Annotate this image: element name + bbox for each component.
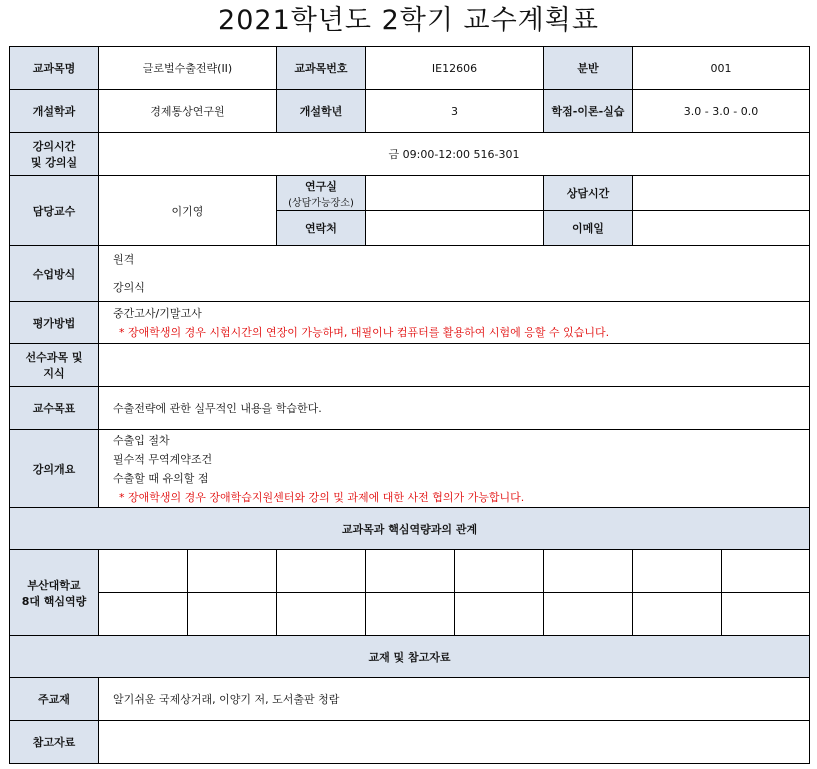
competency-row-1 bbox=[10, 550, 810, 593]
credits-label: 학점-이론-실습 bbox=[544, 90, 633, 133]
evaluation-note: * 장애학생의 경우 시험시간의 연장이 가능하며, 대필이나 컴퓨터를 활용하여 시험에 응할 수 있습니다. bbox=[119, 325, 610, 339]
method-line-2: 강의식 bbox=[113, 281, 145, 294]
reference-row bbox=[10, 721, 810, 764]
materials-section-title: 교재 및 참고자료 bbox=[10, 636, 810, 678]
competency-cell bbox=[633, 550, 722, 593]
competency-cell bbox=[544, 593, 633, 636]
competency-cell bbox=[366, 593, 455, 636]
section-value: 001 bbox=[633, 47, 810, 90]
competency-label-line1: 부산대학교 bbox=[27, 578, 81, 592]
email-label: 이메일 bbox=[544, 211, 633, 246]
evaluation-value bbox=[99, 302, 810, 344]
lecture-time-value: 금 09:00-12:00 516-301 bbox=[99, 133, 810, 176]
prerequisite-label-line2: 지식 bbox=[43, 367, 65, 380]
overview-label: 강의개요 bbox=[10, 430, 99, 508]
lecture-time-label bbox=[10, 133, 99, 176]
competency-cell bbox=[722, 550, 810, 593]
objective-value: 수출전략에 관한 실무적인 내용을 학습한다. bbox=[99, 387, 810, 430]
competency-cell bbox=[722, 593, 810, 636]
course-name-value: 글로벌수출전략(II) bbox=[99, 47, 277, 90]
competency-cell bbox=[455, 550, 544, 593]
competency-cell bbox=[188, 593, 277, 636]
year-label: 개설학년 bbox=[277, 90, 366, 133]
main-textbook-value: 알기쉬운 국제상거래, 이양기 저, 도서출판 청람 bbox=[99, 678, 810, 721]
competency-cell bbox=[99, 550, 188, 593]
office-label-sub: (상담가능장소) bbox=[288, 197, 354, 209]
method-label: 수업방식 bbox=[10, 246, 99, 302]
office-label-main: 연구실 bbox=[305, 179, 337, 193]
course-name-row bbox=[10, 47, 810, 90]
email-value bbox=[633, 211, 810, 246]
overview-row bbox=[10, 430, 810, 508]
objective-label: 교수목표 bbox=[10, 387, 99, 430]
competency-cell bbox=[277, 550, 366, 593]
office-hours-label: 상담시간 bbox=[544, 176, 633, 211]
competency-cell bbox=[99, 593, 188, 636]
reference-value bbox=[99, 721, 810, 764]
prerequisite-value bbox=[99, 344, 810, 387]
prerequisite-label-line1: 선수과목 및 bbox=[25, 351, 83, 364]
materials-header-row bbox=[10, 636, 810, 678]
competency-cell bbox=[188, 550, 277, 593]
office-label bbox=[277, 176, 366, 211]
method-line-1: 원격 bbox=[113, 253, 135, 266]
competency-row-2 bbox=[10, 593, 810, 636]
competency-section-title: 교과목과 핵심역량과의 관계 bbox=[10, 508, 810, 550]
competency-label bbox=[10, 550, 99, 636]
department-label: 개설학과 bbox=[10, 90, 99, 133]
method-row bbox=[10, 246, 810, 302]
evaluation-label: 평가방법 bbox=[10, 302, 99, 344]
competency-cell bbox=[544, 550, 633, 593]
course-code-label: 교과목번호 bbox=[277, 47, 366, 90]
lecture-time-label-line1: 강의시간 bbox=[32, 140, 76, 153]
competency-label-line2: 8대 핵심역량 bbox=[21, 594, 87, 608]
evaluation-row bbox=[10, 302, 810, 344]
reference-label: 참고자료 bbox=[10, 721, 99, 764]
overview-line-1: 수출입 절차 bbox=[113, 433, 170, 447]
course-name-label: 교과목명 bbox=[10, 47, 99, 90]
contact-label: 연락처 bbox=[277, 211, 366, 246]
overview-line-3: 수출할 때 유의할 점 bbox=[113, 471, 209, 485]
page-title: 2021학년도 2학기 교수계획표 bbox=[218, 5, 599, 36]
overview-value bbox=[99, 430, 810, 508]
lecture-time-label-line2: 및 강의실 bbox=[30, 156, 78, 169]
credits-value: 3.0 - 3.0 - 0.0 bbox=[633, 90, 810, 133]
lecture-time-row bbox=[10, 133, 810, 176]
prerequisite-label bbox=[10, 344, 99, 387]
professor-row-1 bbox=[10, 176, 810, 211]
department-value: 경제통상연구원 bbox=[99, 90, 277, 133]
method-value bbox=[99, 246, 810, 302]
objective-row bbox=[10, 387, 810, 430]
year-value: 3 bbox=[366, 90, 544, 133]
section-label: 분반 bbox=[544, 47, 633, 90]
contact-value bbox=[366, 211, 544, 246]
main-textbook-row bbox=[10, 678, 810, 721]
overview-note: * 장애학생의 경우 장애학습지원센터와 강의 및 과제에 대한 사전 협의가 가능합니다. bbox=[119, 490, 525, 504]
department-row bbox=[10, 90, 810, 133]
overview-line-2: 필수적 무역계약조건 bbox=[113, 452, 213, 466]
evaluation-text: 중간고사/기말고사 bbox=[113, 306, 202, 320]
office-value bbox=[366, 176, 544, 211]
professor-name: 이기영 bbox=[99, 176, 277, 246]
prerequisite-row bbox=[10, 344, 810, 387]
competency-cell bbox=[366, 550, 455, 593]
office-hours-value bbox=[633, 176, 810, 211]
competency-header-row bbox=[10, 508, 810, 550]
syllabus-table bbox=[9, 46, 810, 764]
professor-label: 담당교수 bbox=[10, 176, 99, 246]
competency-cell bbox=[633, 593, 722, 636]
course-code-value: IE12606 bbox=[366, 47, 544, 90]
competency-cell bbox=[277, 593, 366, 636]
main-textbook-label: 주교재 bbox=[10, 678, 99, 721]
competency-cell bbox=[455, 593, 544, 636]
